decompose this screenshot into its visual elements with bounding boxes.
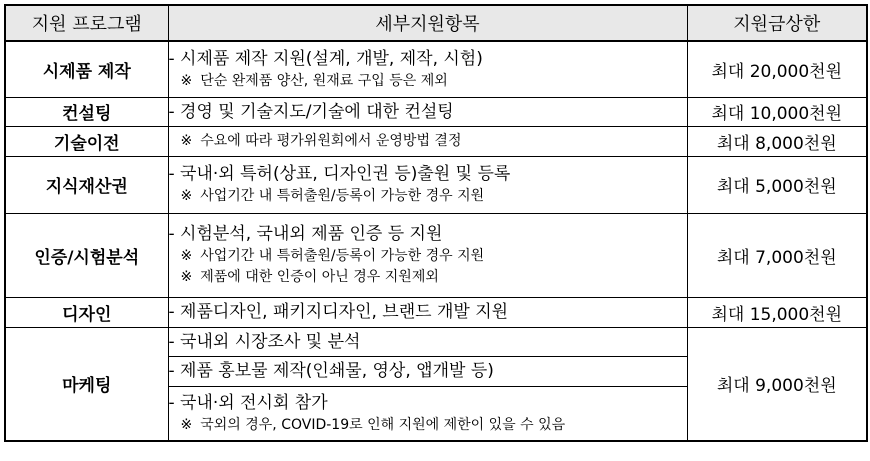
program-name: 디자인	[5, 297, 168, 327]
detail-note	[169, 415, 687, 436]
header-program: 지원 프로그램	[5, 5, 168, 41]
header-items: 세부지원항목	[168, 5, 687, 41]
program-name: 시제품 제작	[5, 41, 168, 97]
table-row	[5, 327, 867, 356]
program-name: 인증/시험분석	[5, 213, 168, 297]
program-name: 마케팅	[5, 327, 168, 441]
support-limit: 최대 9,000천원	[687, 327, 867, 441]
detail-note	[169, 186, 687, 207]
detail-items	[168, 297, 687, 327]
detail-line: - 국내·외 특허(상표, 디자인권 등)출원 및 등록	[168, 164, 511, 184]
detail-items	[168, 356, 687, 386]
detail-items	[168, 126, 687, 156]
support-program-table	[4, 4, 868, 442]
table-row	[5, 297, 867, 327]
detail-items	[168, 41, 687, 97]
note-mark-icon: ※	[180, 188, 193, 204]
detail-line: - 시제품 제작 지원(설계, 개발, 제작, 시험)	[168, 48, 483, 69]
note-mark-icon: ※	[180, 248, 193, 264]
note-mark-icon: ※	[180, 269, 193, 285]
note-text: 사업기간 내 특허출원/등록이 가능한 경우 지원	[200, 248, 485, 264]
detail-line: - 국내·외 전시회 참가	[168, 392, 328, 413]
detail-line: - 제품디자인, 패키지디자인, 브랜드 개발 지원	[168, 302, 509, 322]
support-limit: 최대 5,000천원	[687, 156, 867, 213]
detail-line: - 경영 및 기술지도/기술에 대한 컨설팅	[168, 101, 454, 122]
note-mark-icon: ※	[180, 72, 193, 89]
detail-note	[169, 71, 687, 92]
detail-note	[169, 246, 687, 267]
note-mark-icon: ※	[180, 416, 193, 433]
detail-items	[168, 213, 687, 297]
support-limit: 최대 7,000천원	[687, 213, 867, 297]
header-row	[5, 5, 867, 41]
table-row	[5, 156, 867, 213]
support-limit: 최대 20,000천원	[687, 41, 867, 97]
header-limit: 지원금상한	[687, 5, 867, 41]
detail-items	[168, 386, 687, 441]
detail-line: - 국내외 시장조사 및 분석	[168, 331, 361, 352]
program-name: 컨설팅	[5, 97, 168, 126]
detail-items	[168, 156, 687, 213]
support-limit: 최대 8,000천원	[687, 126, 867, 156]
detail-items	[168, 327, 687, 356]
detail-line: - 시험분석, 국내외 제품 인증 등 지원	[168, 224, 443, 244]
program-name: 지식재산권	[5, 156, 168, 213]
detail-note	[169, 131, 687, 152]
note-text: 사업기간 내 특허출원/등록이 가능한 경우 지원	[200, 188, 485, 204]
table-row	[5, 41, 867, 97]
table-row	[5, 97, 867, 126]
program-name: 기술이전	[5, 126, 168, 156]
detail-line: - 제품 홍보물 제작(인쇄물, 영상, 앱개발 등)	[168, 361, 494, 381]
table-row	[5, 213, 867, 297]
table-row	[5, 126, 867, 156]
note-text: 수요에 따라 평가위원회에서 운영방법 결정	[200, 132, 462, 149]
note-text: 제품에 대한 인증이 아닌 경우 지원제외	[200, 269, 439, 285]
support-limit: 최대 10,000천원	[687, 97, 867, 126]
detail-items	[168, 97, 687, 126]
support-limit: 최대 15,000천원	[687, 297, 867, 327]
note-mark-icon: ※	[180, 132, 193, 149]
note-text: 단순 완제품 양산, 원재료 구입 등은 제외	[200, 72, 448, 89]
note-text: 국외의 경우, COVID-19로 인해 지원에 제한이 있을 수 있음	[200, 416, 566, 433]
detail-note	[169, 267, 687, 288]
